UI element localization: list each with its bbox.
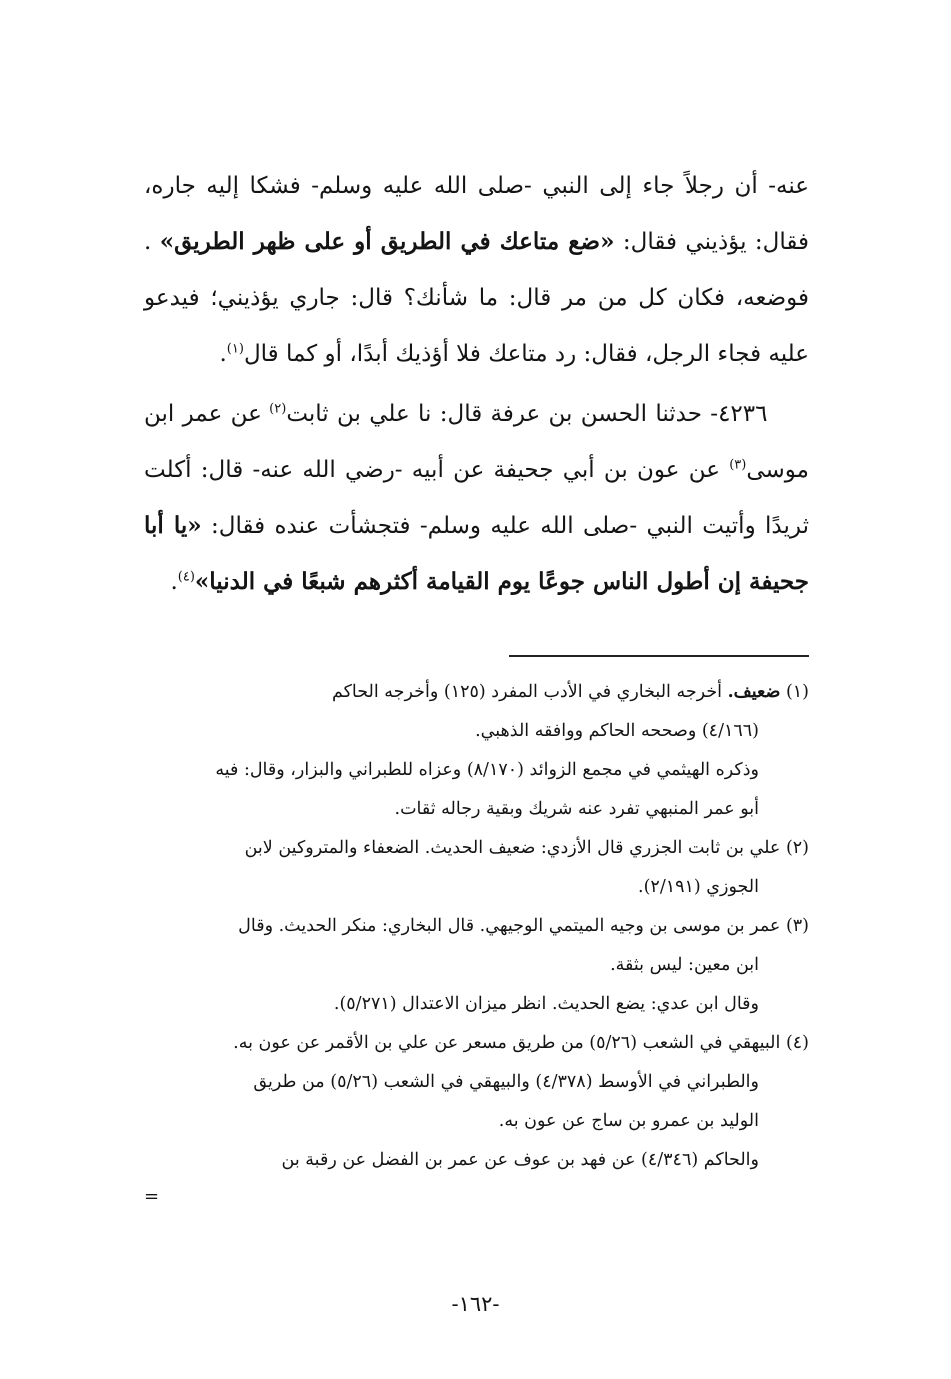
footnote-number: (١) bbox=[785, 682, 809, 702]
prophetic-quote: «يا أبا جحيفة إن أطول الناس جوعًا يوم القيامة أكثرهم شبعًا في الدنيا» bbox=[144, 512, 809, 595]
footnote-4-paragraph-3: والحاكم (٤/٣٤٦) عن فهد بن عوف عن عمر بن الفضل عن رقبة بن bbox=[281, 1150, 759, 1170]
footnote-4 bbox=[144, 1024, 809, 1063]
text-segment: . bbox=[170, 569, 178, 595]
footnote-4-paragraph-2a: والطبراني في الأوسط (٤/٣٧٨) والبيهقي في الشعب (٥/٢٦) من طريق bbox=[253, 1072, 759, 1092]
text-segment: - حدثنا الحسن بن عرفة قال: نا علي بن ثابت bbox=[286, 401, 719, 427]
text-segment: عنه- أن رجلاً جاء إلى النبي -صلى الله عليه وسلم- فشكا إليه جاره، فقال: يؤذيني فقال: bbox=[144, 173, 810, 255]
hadith-paragraph-1 bbox=[144, 158, 809, 382]
footnote-text: عمر بن موسى بن وجيه الميتمي الوجيهي. قال البخاري: منكر الحديث. وقال bbox=[238, 916, 786, 936]
footnote-ref-3[interactable]: (٣) bbox=[729, 457, 747, 473]
main-text bbox=[144, 158, 809, 610]
text-segment: عن عون بن أبي جحيفة عن أبيه -رضي الله عنه- قال: أكلت ثريدًا وأتيت النبي -صلى الله عليه وسلم- فتجشأت عنده فقال: bbox=[144, 457, 809, 539]
footnote-4-paragraph-2b: الوليد بن عمرو بن ساج عن عون به. bbox=[498, 1111, 759, 1131]
grading-label: ضعيف. bbox=[727, 682, 781, 702]
hadith-paragraph-2 bbox=[144, 386, 809, 610]
footnote-number: (٤) bbox=[785, 1033, 809, 1053]
footnote-1 bbox=[144, 673, 809, 712]
footnote-text: البيهقي في الشعب (٥/٢٦) من طريق مسعر عن علي بن الأقمر عن عون به. bbox=[233, 1033, 786, 1053]
prophetic-quote: «ضع متاعك في الطريق أو على ظهر الطريق» bbox=[159, 228, 615, 255]
footnote-1-continued: (٤/١٦٦) وصححه الحاكم ووافقه الذهبي. bbox=[475, 721, 759, 741]
footnote-2 bbox=[144, 829, 809, 868]
hadith-number: ٤٢٣٦ bbox=[718, 401, 768, 427]
footnote-separator bbox=[509, 655, 809, 657]
footnote-number: (٢) bbox=[785, 838, 809, 858]
text-segment: . فوضعه، فكان كل من مر قال: ما شأنك؟ قال: جاري يؤذيني؛ فيدعو عليه فجاء الرجل، فقال: رد متاعك فلا أؤذيك أبدًا، أو كما قال bbox=[144, 229, 809, 367]
footnote-text: أخرجه البخاري في الأدب المفرد (١٢٥) وأخرجه الحاكم bbox=[331, 682, 728, 702]
footnote-text: علي بن ثابت الجزري قال الأزدي: ضعيف الحديث. الضعفاء والمتروكين لابن bbox=[244, 838, 786, 858]
footnote-ref-2[interactable]: (٢) bbox=[269, 401, 287, 417]
footnote-1-paragraph-2b: أبو عمر المنبهي تفرد عنه شريك وبقية رجاله ثقات. bbox=[394, 799, 759, 819]
footnote-number: (٣) bbox=[785, 916, 809, 936]
page-number: -١٦٢- bbox=[451, 1292, 500, 1316]
footnote-ref-1[interactable]: (١) bbox=[226, 341, 244, 357]
footnote-ref-4[interactable]: (٤) bbox=[177, 569, 195, 585]
footnote-1-paragraph-2a: وذكره الهيثمي في مجمع الزوائد (٨/١٧٠) وعزاه للطبراني والبزار، وقال: فيه bbox=[215, 760, 759, 780]
footnote-3-continued: ابن معين: ليس بثقة. bbox=[610, 955, 759, 975]
text-segment: . bbox=[219, 341, 227, 367]
footnote-2-continued: الجوزي (٢/١٩١). bbox=[638, 877, 759, 897]
continued-mark: = bbox=[144, 1186, 160, 1207]
footnote-3 bbox=[144, 907, 809, 946]
footnotes bbox=[144, 673, 809, 1214]
footnote-3-paragraph-2: وقال ابن عدي: يضع الحديث. انظر ميزان الاعتدال (٥/٢٧١). bbox=[333, 994, 759, 1014]
text-segment: عن عمر ابن موسى bbox=[144, 401, 809, 483]
